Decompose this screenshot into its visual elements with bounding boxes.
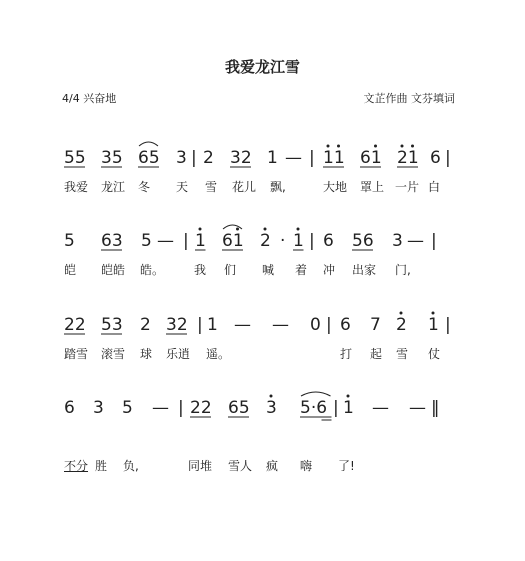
note-2-2: 2 — [140, 315, 151, 335]
note-0-3: 3 — [176, 148, 187, 168]
note-2-7: — — [272, 315, 289, 335]
note-3-8: 5·6 — [300, 398, 328, 418]
note-2-10: 6 — [340, 315, 351, 335]
note-1-2: 5 — [141, 231, 152, 251]
note-3-7: 3 — [266, 398, 277, 418]
note-2-1: 53 — [101, 315, 123, 335]
lyric-0-1: 龙江 — [101, 180, 126, 194]
lyric-2-6: 起 — [370, 347, 383, 361]
lyric-0-10: 白 — [428, 180, 441, 194]
note-1-1: 63 — [101, 231, 123, 251]
note-1-9: 1 — [293, 231, 304, 251]
lyric-3-0: 不分 — [64, 459, 89, 473]
note-1-3: — — [157, 231, 174, 251]
octave-dot-3-7-0 — [270, 395, 273, 398]
note-2-12: 2 — [396, 315, 407, 335]
note-0-0: 55 — [64, 148, 86, 168]
note-1-8: · — [280, 231, 286, 251]
note-3-5: 22 — [190, 398, 212, 418]
lyric-3-3: 同堆 — [188, 459, 213, 473]
note-2-13: 1 — [428, 315, 439, 335]
octave-dot-2-12-0 — [400, 312, 403, 315]
song-title: 我爱龙江雪 — [224, 58, 300, 76]
note-2-5: 1 — [207, 315, 218, 335]
octave-dot-2-13-0 — [432, 312, 435, 315]
lyric-1-5: 喊 — [262, 263, 275, 277]
note-0-4: | — [191, 148, 197, 168]
lyric-2-5: 打 — [340, 347, 353, 361]
lyric-1-2: 皓。 — [140, 263, 165, 277]
octave-dot-0-10-1 — [337, 145, 340, 148]
lyric-0-2: 冬 — [138, 180, 151, 194]
octave-dot-3-10-0 — [347, 395, 350, 398]
lyric-0-5: 花儿 — [232, 180, 257, 194]
note-3-6: 65 — [228, 398, 250, 418]
note-0-11: 61 — [360, 148, 382, 168]
note-0-10: 11 — [323, 148, 345, 168]
note-0-12: 21 — [397, 148, 419, 168]
lyric-3-1: 胜 — [95, 459, 108, 473]
note-3-4: | — [178, 398, 184, 418]
note-2-11: 7 — [370, 315, 381, 335]
note-3-3: — — [152, 398, 169, 418]
slur-3-8 — [301, 392, 331, 396]
note-1-6: 61 — [222, 231, 244, 251]
lyric-0-3: 天 — [176, 180, 189, 194]
octave-dot-1-9-0 — [297, 228, 300, 231]
note-1-15: | — [431, 231, 437, 251]
lyric-0-4: 雪 — [205, 180, 218, 194]
lyric-1-6: 着 — [295, 263, 308, 277]
note-1-12: 56 — [352, 231, 374, 251]
note-0-13: 6 — [430, 148, 441, 168]
note-3-13: ‖ — [431, 398, 440, 418]
note-0-1: 35 — [101, 148, 123, 168]
lyric-0-9: 一片 — [395, 180, 420, 194]
note-1-4: | — [183, 231, 189, 251]
lyric-3-7: 了! — [338, 459, 355, 473]
lyric-3-2: 负, — [123, 459, 139, 473]
lyric-0-0: 我爱 — [64, 180, 89, 194]
octave-dot-0-12-0 — [401, 145, 404, 148]
note-3-1: 3 — [93, 398, 104, 418]
note-0-14: | — [445, 148, 451, 168]
lyric-0-7: 大地 — [323, 180, 348, 194]
lyric-1-3: 我 — [194, 263, 207, 277]
note-2-4: | — [197, 315, 203, 335]
note-3-0: 6 — [64, 398, 75, 418]
note-2-14: | — [445, 315, 451, 335]
lyric-2-1: 滚雪 — [101, 347, 126, 361]
lyric-1-7: 冲 — [323, 263, 336, 277]
note-3-2: 5 — [122, 398, 133, 418]
note-1-14: — — [407, 231, 424, 251]
octave-dot-0-12-1 — [411, 145, 414, 148]
lyric-1-9: 门, — [395, 263, 411, 277]
slur-0-2 — [139, 142, 158, 146]
note-1-10: | — [309, 231, 315, 251]
note-2-0: 22 — [64, 315, 86, 335]
note-2-3: 32 — [166, 315, 188, 335]
lyric-2-7: 雪 — [396, 347, 409, 361]
note-3-11: — — [372, 398, 389, 418]
note-2-6: — — [234, 315, 251, 335]
note-3-9: | — [333, 398, 339, 418]
octave-dot-1-5-0 — [199, 228, 202, 231]
lyric-1-8: 出家 — [352, 263, 377, 277]
lyric-2-3: 乐逍 — [166, 347, 191, 361]
octave-dot-0-11-1 — [374, 145, 377, 148]
note-0-8: — — [285, 148, 302, 168]
lyric-0-8: 罩上 — [360, 180, 385, 194]
note-1-0: 5 — [64, 231, 75, 251]
note-0-7: 1 — [267, 148, 278, 168]
note-0-5: 2 — [203, 148, 214, 168]
lyric-1-1: 皑皓 — [101, 263, 126, 277]
note-0-6: 32 — [230, 148, 252, 168]
note-3-10: 1 — [343, 398, 354, 418]
note-1-5: 1 — [195, 231, 206, 251]
note-0-9: | — [309, 148, 315, 168]
lyric-1-0: 皑 — [64, 263, 77, 277]
slur-1-6 — [223, 225, 242, 229]
note-2-8: 0 — [310, 315, 321, 335]
lyric-1-4: 们 — [224, 263, 237, 277]
note-1-7: 2 — [260, 231, 271, 251]
lyric-2-4: 遥。 — [206, 347, 231, 361]
note-1-11: 6 — [323, 231, 334, 251]
note-3-12: — — [409, 398, 426, 418]
lyric-3-5: 疯 — [266, 459, 279, 473]
tempo-marking: 4/4 兴奋地 — [62, 92, 117, 105]
note-2-9: | — [326, 315, 332, 335]
lyric-0-6: 飘, — [270, 180, 286, 194]
octave-dot-0-10-0 — [327, 145, 330, 148]
lyric-3-4: 雪人 — [228, 459, 253, 473]
lyric-2-8: 仗 — [428, 347, 441, 361]
lyric-2-2: 球 — [140, 347, 153, 361]
lyric-3-6: 嗨 — [300, 459, 313, 473]
octave-dot-1-7-0 — [264, 228, 267, 231]
note-0-2: 65 — [138, 148, 160, 168]
octave-dot-1-6-1 — [236, 228, 239, 231]
lyric-2-0: 踏雪 — [64, 347, 89, 361]
note-1-13: 3 — [392, 231, 403, 251]
composer-credit: 文芷作曲 文芬填词 — [363, 92, 455, 105]
